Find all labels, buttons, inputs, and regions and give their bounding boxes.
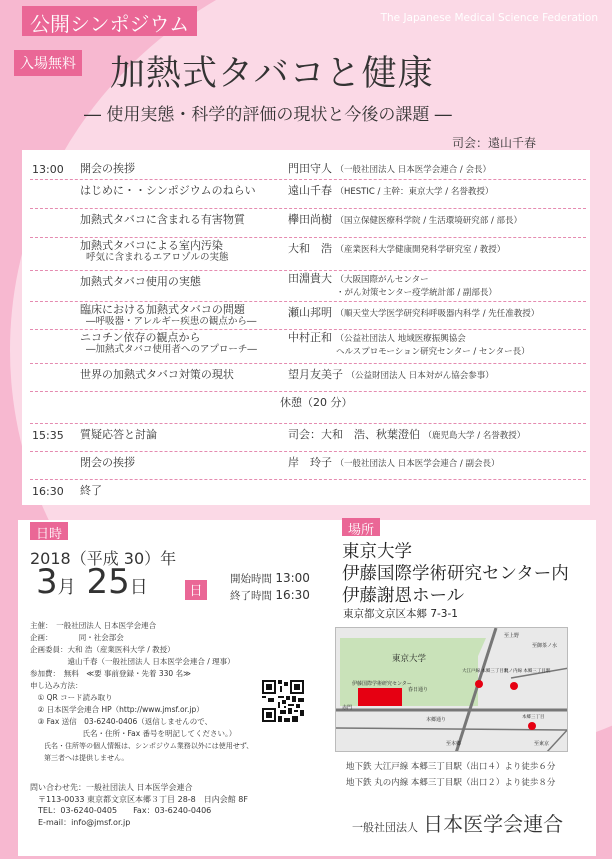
program-title-line1: 開会の挨拶 bbox=[80, 162, 135, 175]
day-unit: 日 bbox=[129, 577, 148, 598]
start-time: 13:00 bbox=[275, 571, 310, 585]
organizer-main: 日本医学会連合 bbox=[423, 812, 564, 836]
info-line: 第三者へは提供しません。 bbox=[30, 754, 129, 762]
contact-line: 〒113-0033 東京都文京区本郷３丁目 28-8 日内会館 8F bbox=[30, 794, 248, 804]
info-line: 企画： 同・社会部会 bbox=[30, 633, 124, 642]
info-block bbox=[30, 620, 253, 764]
program-time: 16:30 bbox=[32, 485, 64, 498]
program-speaker bbox=[288, 214, 522, 227]
contact-line: E-mail：info@jmsf.or.jp bbox=[30, 817, 131, 827]
program-title bbox=[80, 332, 257, 356]
program-speaker bbox=[288, 332, 530, 358]
program-speaker bbox=[288, 163, 491, 176]
program-row bbox=[30, 330, 586, 364]
program-row bbox=[30, 424, 586, 452]
end-label: 終了時間 bbox=[230, 590, 272, 602]
venue-line2: 伊藤国際学術研究センター内 bbox=[342, 564, 569, 584]
info-line: 氏名・住所等の個人情報は、シンポジウム業務以外には使用せず、 bbox=[30, 742, 254, 750]
speaker-name: 欅田尚樹 bbox=[288, 213, 332, 226]
speaker-affiliation-2: ヘルスプロモーション研究センター / センター長） bbox=[336, 347, 530, 357]
english-org-name: The Japanese Medical Science Federation bbox=[380, 12, 598, 24]
program-title-line1: 終了 bbox=[80, 484, 102, 497]
moderator: 司会：遠山千春 bbox=[452, 136, 537, 150]
month: 3 bbox=[36, 562, 58, 602]
map-todai-label: 東京大学 bbox=[392, 654, 427, 664]
contact-line: 問い合わせ先：一般社団法人 日本医学会連合 bbox=[30, 783, 193, 792]
program-title bbox=[80, 485, 102, 497]
info-line: ① QR コード読み取り bbox=[30, 693, 113, 702]
program-row bbox=[30, 209, 586, 238]
program-title bbox=[80, 304, 256, 328]
day: 25 bbox=[86, 562, 130, 602]
program-speaker bbox=[288, 243, 505, 256]
map-hongo-label: 本郷通り bbox=[426, 717, 447, 723]
access-info bbox=[346, 759, 555, 791]
program-speaker bbox=[288, 185, 493, 198]
free-entry-tag: 入場無料 bbox=[14, 50, 82, 76]
access-ooedo: 地下鉄 大江戸線 本郷三丁目駅（出口４）より徒歩６分 bbox=[346, 762, 556, 772]
program-speaker bbox=[288, 369, 494, 382]
program-title-line1: 閉会の挨拶 bbox=[80, 456, 135, 469]
end-time: 16:30 bbox=[275, 588, 310, 602]
program-title bbox=[80, 163, 135, 175]
program-title bbox=[80, 369, 234, 381]
access-marunouchi: 地下鉄 丸の内線 本郷三丁目駅（出口２）より徒歩８分 bbox=[346, 778, 556, 788]
program-time: 13:00 bbox=[32, 163, 64, 176]
speaker-affiliation: （一般社団法人 日本医学会連合 / 副会長） bbox=[335, 459, 500, 469]
program-speaker bbox=[288, 429, 525, 442]
program-row bbox=[30, 158, 586, 180]
speaker-affiliation: （大阪国際がんセンター bbox=[335, 275, 429, 285]
speaker-affiliation: （鹿児島大学 / 名誉教授） bbox=[423, 431, 526, 441]
info-line: 主催： 一般社団法人 日本医学会連合 bbox=[30, 621, 157, 630]
speaker-affiliation: （順天堂大学医学研究科呼吸器内科学 / 先任准教授） bbox=[335, 309, 540, 319]
program-title bbox=[80, 214, 245, 226]
start-label: 開始時間 bbox=[230, 573, 272, 585]
speaker-affiliation: （公益財団法人 日本対がん協会参事） bbox=[346, 371, 494, 381]
organizer-prefix: 一般社団法人 bbox=[352, 821, 418, 834]
speaker-name: 遠山千春 bbox=[288, 184, 332, 197]
map-station-label: 本郷三丁目 bbox=[522, 715, 545, 720]
speaker-name: 中村正和 bbox=[288, 331, 332, 344]
info-line: 氏名・住所・Fax 番号を明記してください。） bbox=[30, 729, 237, 738]
program-title-line1: 休憩（20 分） bbox=[280, 396, 353, 409]
program-title bbox=[80, 457, 135, 469]
program-title bbox=[80, 276, 201, 288]
access-map bbox=[335, 627, 568, 752]
program-row bbox=[30, 452, 586, 480]
program-title-line1: 世界の加熱式タバコ対策の現状 bbox=[80, 368, 234, 381]
program-title-line1: はじめに・・シンポジウムのねらい bbox=[80, 184, 256, 197]
qr-code-icon bbox=[262, 680, 304, 722]
speaker-name: 司会：大和 浩、秋葉澄伯 bbox=[288, 428, 420, 441]
program-time: 15:35 bbox=[32, 429, 64, 442]
date-year: 2018（平成 30）年 bbox=[30, 549, 177, 568]
info-line: ③ Fax 送信 03-6240-0406（返信しませんので、 bbox=[30, 717, 213, 726]
program-title-line1: 加熱式タバコ使用の実態 bbox=[80, 275, 201, 288]
map-tokyo-label: 至東京 bbox=[534, 741, 550, 747]
info-line: 企画委員：大和 浩（産業医科大学 / 教授） bbox=[30, 645, 175, 654]
date-heading: 日時 bbox=[30, 522, 68, 540]
venue-line3: 伊藤謝恩ホール bbox=[342, 586, 465, 606]
speaker-name: 望月友美子 bbox=[288, 368, 343, 381]
contact-block bbox=[30, 782, 248, 828]
info-line: 参加費： 無料 ≪要 事前登録・先着 330 名≫ bbox=[30, 669, 191, 678]
program-row bbox=[30, 271, 586, 302]
program-title-line1: 質疑応答と討論 bbox=[80, 428, 157, 441]
map-ochanomizu-label: 至御茶ノ水 bbox=[532, 643, 558, 649]
organizer-name bbox=[352, 808, 563, 837]
info-line: ② 日本医学会連合 HP（http://www.jmsf.or.jp） bbox=[30, 705, 204, 714]
venue-heading: 場所 bbox=[342, 518, 380, 536]
program-row bbox=[30, 302, 586, 330]
program-row bbox=[30, 180, 586, 209]
info-line: 申し込み方法： bbox=[30, 681, 83, 690]
venue-name bbox=[342, 541, 569, 607]
program-row bbox=[30, 364, 586, 392]
map-akamon-label: 赤門 bbox=[342, 705, 353, 711]
program-title-line1: ニコチン依存の観点から bbox=[80, 331, 201, 344]
map-ooedo-label: 大江戸線 本郷三丁目駅 bbox=[462, 669, 509, 674]
program-title bbox=[280, 397, 353, 409]
month-unit: 月 bbox=[57, 577, 76, 598]
program-title bbox=[80, 185, 256, 197]
speaker-affiliation-2: ・がん対策センター疫学統計部 / 副部長） bbox=[336, 288, 497, 298]
speaker-affiliation: （公益社団法人 地域医療振興協会 bbox=[335, 334, 466, 344]
program-title-line1: 加熱式タバコによる室内汚染 bbox=[80, 239, 223, 252]
speaker-name: 岸 玲子 bbox=[288, 456, 332, 469]
speaker-affiliation: （産業医科大学健康開発科学研究室 / 教授） bbox=[335, 245, 506, 255]
subtitle: ― 使用実態・科学的評価の現状と今後の課題 ― bbox=[84, 105, 452, 125]
program-speaker bbox=[288, 307, 539, 320]
program-title-line1: 加熱式タバコに含まれる有害物質 bbox=[80, 213, 245, 226]
speaker-name: 門田守人 bbox=[288, 162, 332, 175]
program-title-line2: ―加熱式タバコ使用者へのアプローチ― bbox=[86, 344, 257, 355]
main-title: 加熱式タバコと健康 bbox=[110, 54, 434, 94]
speaker-name: 田淵貴大 bbox=[288, 272, 332, 285]
map-ito-label: 伊藤国際学術研究センター bbox=[352, 681, 412, 687]
program-title-line2: 呼気に含まれるエアロゾルの実態 bbox=[86, 252, 229, 263]
speaker-affiliation: （国立保健医療科学院 / 生活環境研究部 / 部長） bbox=[335, 216, 523, 226]
info-line: 遠山千春（一般社団法人 日本医学会連合 / 理事） bbox=[30, 657, 235, 666]
time-range bbox=[230, 570, 310, 604]
map-ueno-label: 至上野 bbox=[504, 633, 520, 639]
program-title bbox=[80, 240, 229, 264]
speaker-affiliation: （一般社団法人 日本医学会連合 / 会長） bbox=[335, 165, 491, 175]
program-title-line2: ―呼吸器・アレルギー疾患の観点から― bbox=[86, 316, 257, 327]
speaker-affiliation: （HESTIC / 主幹：東京大学 / 名誉教授） bbox=[335, 187, 494, 197]
map-kasuga-label: 春日通り bbox=[408, 687, 429, 693]
program-row bbox=[30, 392, 586, 424]
venue-address: 東京都文京区本郷 7-3-1 bbox=[343, 608, 458, 620]
speaker-name: 瀬山邦明 bbox=[288, 306, 332, 319]
public-symposium-tag: 公開シンポジウム bbox=[22, 6, 197, 36]
speaker-name: 大和 浩 bbox=[288, 242, 332, 255]
date-big bbox=[36, 562, 148, 602]
map-marunouchi-label: 丸ノ内線 本郷三丁目駅 bbox=[504, 669, 551, 674]
program-row bbox=[30, 480, 586, 504]
program-speaker bbox=[288, 457, 499, 470]
program-row bbox=[30, 238, 586, 271]
program-title-line1: 臨床における加熱式タバコの問題 bbox=[80, 303, 245, 316]
weekday-badge: 日 bbox=[185, 580, 207, 600]
program-title bbox=[80, 429, 157, 441]
map-chou-label: 至本郷 bbox=[446, 741, 462, 747]
venue-line1: 東京大学 bbox=[342, 542, 412, 562]
contact-line: TEL：03-6240-0405 Fax：03-6240-0406 bbox=[30, 806, 212, 815]
program-speaker bbox=[288, 273, 497, 299]
